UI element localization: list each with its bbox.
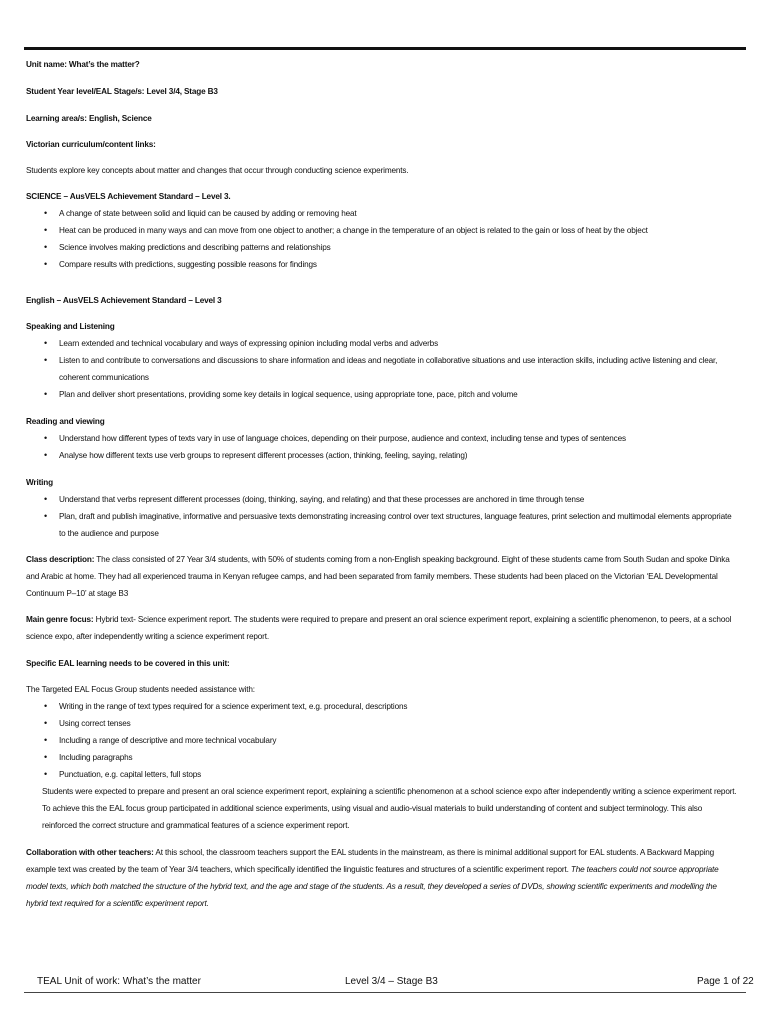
footer-left: TEAL Unit of work: What’s the matter [37, 976, 201, 987]
document-body [26, 56, 738, 912]
specific-eal-heading: Specific EAL learning needs to be covered in this unit: [26, 659, 230, 668]
footer-center: Level 3/4 – Stage B3 [345, 976, 438, 987]
main-genre [26, 611, 738, 645]
writing-list [26, 491, 738, 542]
list-item: • Understand how different types of texts vary in use of language choices, depending on their purpose, audience and context, including tense and types of sentences [26, 430, 738, 447]
list-item: • Using correct tenses [26, 715, 738, 732]
list-item: • Learn extended and technical vocabulary and ways of expressing opinion including modal verbs and adverbs [26, 335, 738, 352]
list-item: • Including paragraphs [26, 749, 738, 766]
collaboration-label: Collaboration with other teachers: [26, 848, 154, 857]
year-level: Student Year level/EAL Stage/s: Level 3/4, Stage B3 [26, 87, 218, 96]
top-rule [24, 47, 746, 50]
specific-eal-list [26, 698, 738, 783]
writing-heading: Writing [26, 478, 53, 487]
list-item: • A change of state between solid and liquid can be caused by adding or removing heat [26, 205, 738, 222]
science-list [26, 205, 738, 273]
list-item: • Heat can be produced in many ways and can move from one object to another; a change in the temperature of an object is related to the gain or loss of heat by the object [26, 222, 738, 239]
intro-text: Students explore key concepts about matter and changes that occur through conducting science experiments. [26, 166, 409, 175]
class-description-label: Class description: [26, 555, 95, 564]
specific-eal-intro: The Targeted EAL Focus Group students needed assistance with: [26, 685, 255, 694]
main-genre-text: Hybrid text- Science experiment report. The students were required to prepare and present an oral science experiment report, explaining a scientific phenomenon, to peers, at a school science expo, after independently writing a science experiment report. [26, 615, 732, 641]
curriculum-links: Victorian curriculum/content links: [26, 140, 156, 149]
english-heading: English – AusVELS Achievement Standard – Level 3 [26, 296, 222, 305]
speaking-heading: Speaking and Listening [26, 322, 115, 331]
reading-heading: Reading and viewing [26, 417, 105, 426]
footer-rule [24, 992, 746, 993]
unit-name: Unit name: What’s the matter? [26, 60, 140, 69]
learning-areas: Learning area/s: English, Science [26, 114, 152, 123]
collaboration-text: At this school, the classroom teachers support the EAL students in the mainstream, as there is minimal additional support for EAL students. A Backward Mapping example text was created by the team of Year 3/4 teachers, which specifically identified the linguistic features and structures of a scientific experiment report. [26, 848, 715, 874]
list-item: • Listen to and contribute to conversations and discussions to share information and ideas and negotiate in collaborative situations and use interaction skills, including active listening and clear, coherent communications [26, 352, 738, 386]
list-item: • Understand that verbs represent different processes (doing, thinking, saying, and relating) and that these processes are anchored in time through tense [26, 491, 738, 508]
class-description [26, 551, 738, 602]
collaboration-italic-text: The teachers could not source appropriate model texts, which both matched the structure of the hybrid text, and the age and stage of the students. As a result, they developed a series of DVDs, showing scientific experiments and modelling the hybrid text required for a scientific experiment report. [26, 865, 719, 908]
class-description-text: The class consisted of 27 Year 3/4 students, with 50% of students coming from a non-English speaking background. Eight of these students came from South Sudan and spoke Dinka and Arabic at home. They had all experienced trauma in Kenyan refugee camps, and had been separated from family members. These students had been placed on the Victorian ‘EAL Developmental Continuum P–10’ at stage B3 [26, 555, 730, 598]
list-item: • Analyse how different texts use verb groups to represent different processes (action, thinking, feeling, saying, relating) [26, 447, 738, 464]
speaking-list [26, 335, 738, 403]
main-genre-label: Main genre focus: [26, 615, 94, 624]
list-item: • Plan, draft and publish imaginative, informative and persuasive texts demonstrating increasing control over text structures, language features, print selection and multimodal elements appropriate to the audience and purpose [26, 508, 738, 542]
list-item: • Including a range of descriptive and more technical vocabulary [26, 732, 738, 749]
list-item: • Writing in the range of text types required for a science experiment text, e.g. procedural, descriptions [26, 698, 738, 715]
specific-eal-paragraph: Students were expected to prepare and present an oral science experiment report, explaining a scientific phenomenon at a school science expo after independently writing a science experiment report. To achieve this the EAL focus group participated in additional science experiments, using visual and audio-visual materials to build understanding of content and subject terminology. This also reinforced the correct structure and grammatical features of a science experiment report. [42, 787, 737, 830]
science-heading: SCIENCE – AusVELS Achievement Standard – Level 3. [26, 192, 231, 201]
collaboration [26, 844, 738, 912]
footer-page-number: Page 1 of 22 [697, 976, 754, 987]
list-item: • Science involves making predictions and describing patterns and relationships [26, 239, 738, 256]
list-item: • Compare results with predictions, suggesting possible reasons for findings [26, 256, 738, 273]
list-item: • Plan and deliver short presentations, providing some key details in logical sequence, using appropriate tone, pace, pitch and volume [26, 386, 738, 403]
list-item: • Punctuation, e.g. capital letters, full stops [26, 766, 738, 783]
reading-list [26, 430, 738, 464]
